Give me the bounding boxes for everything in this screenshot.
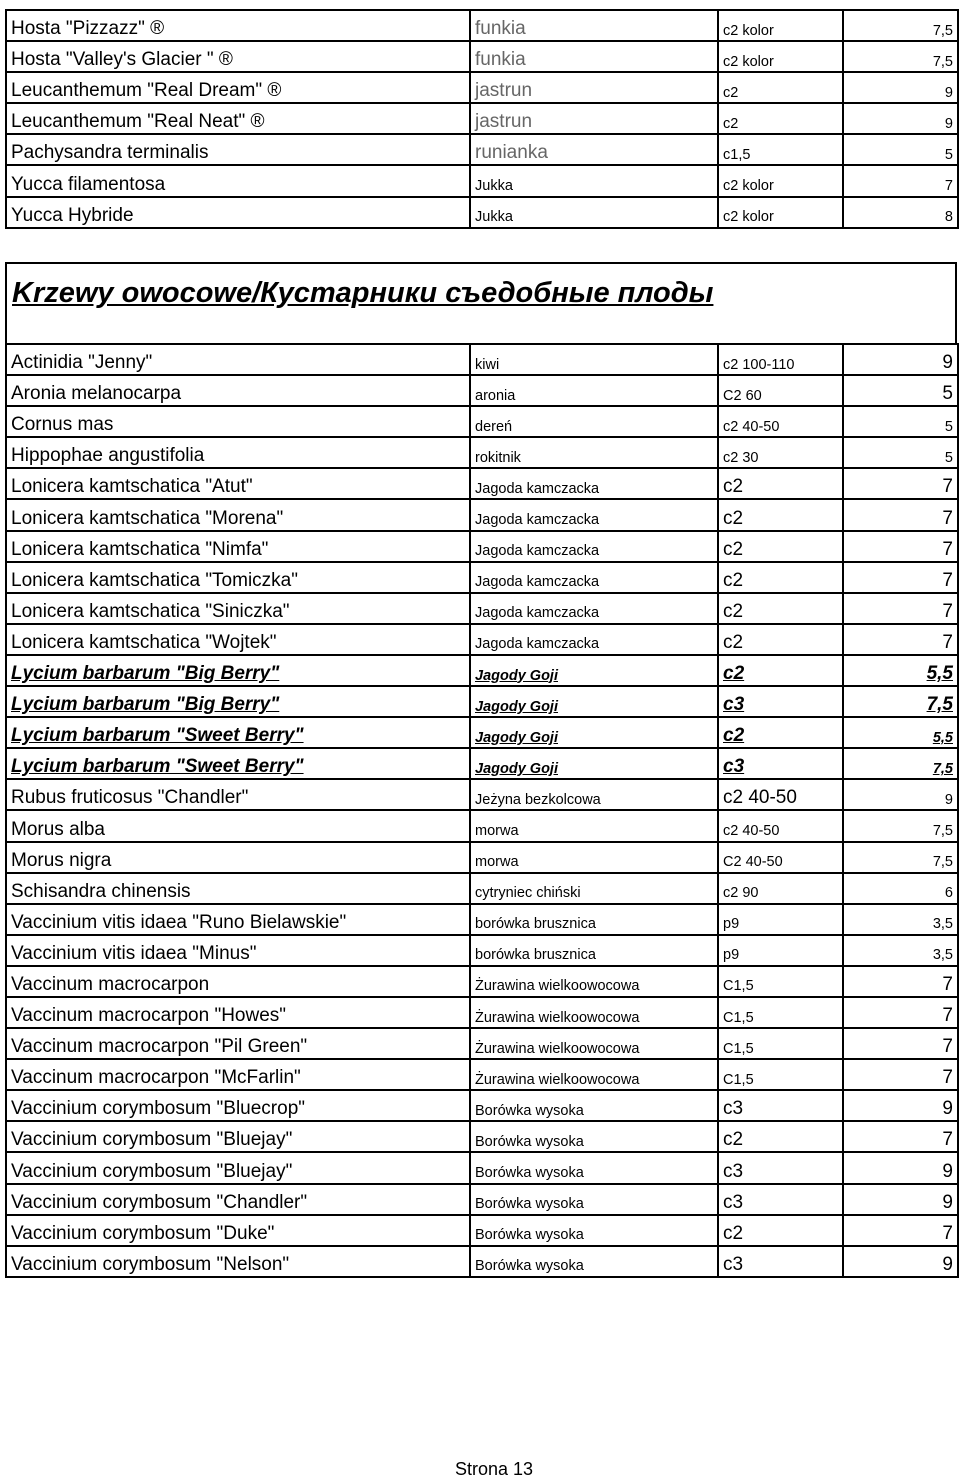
- section-title: Krzewy owocowe/Кустарники съедобные плоды: [12, 277, 714, 309]
- common-name-cell: Jagoda kamczacka: [470, 593, 718, 624]
- pot-size-cell: p9: [718, 904, 843, 935]
- price-cell: 7: [843, 531, 958, 562]
- plant-name-cell: Leucanthemum "Real Neat" ®: [6, 103, 470, 134]
- plant-name-cell: Yucca Hybride: [6, 197, 470, 228]
- price-cell: 9: [843, 1246, 958, 1277]
- plant-name-cell: Vaccinum macrocarpon: [6, 966, 470, 997]
- pot-size-cell: c2 kolor: [718, 197, 843, 228]
- table-row: [6, 1090, 958, 1121]
- plant-name-cell: Hosta "Valley's Glacier " ®: [6, 41, 470, 72]
- common-name-cell: jastrun: [470, 72, 718, 103]
- table-row: [6, 1246, 958, 1277]
- pot-size-cell: C1,5: [718, 966, 843, 997]
- table-row: [6, 10, 958, 41]
- plant-name-cell: Vaccinum macrocarpon "McFarlin": [6, 1059, 470, 1090]
- price-cell: 7: [843, 1059, 958, 1090]
- price-cell: 7: [843, 468, 958, 499]
- price-cell: 3,5: [843, 935, 958, 966]
- price-cell: 7,5: [843, 748, 958, 779]
- common-name-cell: rokitnik: [470, 437, 718, 468]
- pot-size-cell: c2 kolor: [718, 165, 843, 196]
- common-name-cell: Jukka: [470, 165, 718, 196]
- pot-size-cell: c2 40-50: [718, 779, 843, 810]
- common-name-cell: dereń: [470, 406, 718, 437]
- common-name-cell: runianka: [470, 134, 718, 165]
- plant-name-cell: Hippophae angustifolia: [6, 437, 470, 468]
- pot-size-cell: C1,5: [718, 1028, 843, 1059]
- plant-name-cell: Vaccinium corymbosum "Bluejay": [6, 1121, 470, 1152]
- price-cell: 7,5: [843, 810, 958, 841]
- pot-size-cell: c2 40-50: [718, 406, 843, 437]
- plant-name-cell: Vaccinum macrocarpon "Howes": [6, 997, 470, 1028]
- table-row: [6, 1184, 958, 1215]
- pot-size-cell: c2: [718, 562, 843, 593]
- table-row: [6, 1215, 958, 1246]
- pot-size-cell: c2 kolor: [718, 10, 843, 41]
- common-name-cell: Jagody Goji: [470, 748, 718, 779]
- plant-name-cell: Lycium barbarum "Big Berry": [6, 655, 470, 686]
- price-cell: 7: [843, 165, 958, 196]
- table-row: [6, 810, 958, 841]
- pot-size-cell: c2: [718, 499, 843, 530]
- price-cell: 9: [843, 1184, 958, 1215]
- table-row: [6, 748, 958, 779]
- plant-name-cell: Leucanthemum "Real Dream" ®: [6, 72, 470, 103]
- price-cell: 5: [843, 406, 958, 437]
- common-name-cell: jastrun: [470, 103, 718, 134]
- pot-size-cell: c3: [718, 686, 843, 717]
- plant-name-cell: Morus nigra: [6, 842, 470, 873]
- plant-name-cell: Lonicera kamtschatica "Tomiczka": [6, 562, 470, 593]
- common-name-cell: Jagody Goji: [470, 655, 718, 686]
- fruit-shrubs-table: [5, 343, 959, 1278]
- price-cell: 5,5: [843, 717, 958, 748]
- common-name-cell: borówka brusznica: [470, 935, 718, 966]
- plant-name-cell: Vaccinium vitis idaea "Runo Bielawskie": [6, 904, 470, 935]
- plant-name-cell: Lonicera kamtschatica "Wojtek": [6, 624, 470, 655]
- plant-name-cell: Cornus mas: [6, 406, 470, 437]
- pot-size-cell: c2: [718, 72, 843, 103]
- pot-size-cell: c2 100-110: [718, 344, 843, 375]
- plant-name-cell: Morus alba: [6, 810, 470, 841]
- table-row: [6, 717, 958, 748]
- pot-size-cell: c2: [718, 624, 843, 655]
- table-row: [6, 499, 958, 530]
- table-row: [6, 1152, 958, 1183]
- pot-size-cell: c2 30: [718, 437, 843, 468]
- price-cell: 7,5: [843, 842, 958, 873]
- price-cell: 5: [843, 437, 958, 468]
- table-row: [6, 842, 958, 873]
- price-cell: 6: [843, 873, 958, 904]
- pot-size-cell: c2: [718, 468, 843, 499]
- table-row: [6, 1121, 958, 1152]
- table-row: [6, 72, 958, 103]
- table-row: [6, 41, 958, 72]
- pot-size-cell: C2 60: [718, 375, 843, 406]
- pot-size-cell: c3: [718, 748, 843, 779]
- common-name-cell: Jeżyna bezkolcowa: [470, 779, 718, 810]
- common-name-cell: Jagoda kamczacka: [470, 562, 718, 593]
- common-name-cell: Żurawina wielkoowocowa: [470, 1059, 718, 1090]
- pot-size-cell: c2: [718, 717, 843, 748]
- common-name-cell: Borówka wysoka: [470, 1184, 718, 1215]
- plant-name-cell: Lonicera kamtschatica "Morena": [6, 499, 470, 530]
- price-cell: 7,5: [843, 10, 958, 41]
- price-cell: 9: [843, 779, 958, 810]
- plant-name-cell: Vaccinum macrocarpon "Pil Green": [6, 1028, 470, 1059]
- common-name-cell: aronia: [470, 375, 718, 406]
- common-name-cell: borówka brusznica: [470, 904, 718, 935]
- price-cell: 7: [843, 624, 958, 655]
- plant-name-cell: Vaccinium corymbosum "Nelson": [6, 1246, 470, 1277]
- pot-size-cell: c2 kolor: [718, 41, 843, 72]
- common-name-cell: Jagoda kamczacka: [470, 499, 718, 530]
- common-name-cell: Jagoda kamczacka: [470, 468, 718, 499]
- plant-name-cell: Lonicera kamtschatica "Nimfa": [6, 531, 470, 562]
- price-cell: 7: [843, 997, 958, 1028]
- plant-name-cell: Pachysandra terminalis: [6, 134, 470, 165]
- pot-size-cell: C1,5: [718, 1059, 843, 1090]
- common-name-cell: Żurawina wielkoowocowa: [470, 1028, 718, 1059]
- price-cell: 9: [843, 72, 958, 103]
- pot-size-cell: c2: [718, 531, 843, 562]
- table-row: [6, 344, 958, 375]
- table-row: [6, 468, 958, 499]
- table-row: [6, 103, 958, 134]
- pot-size-cell: C1,5: [718, 997, 843, 1028]
- pot-size-cell: c2: [718, 103, 843, 134]
- price-cell: 7: [843, 499, 958, 530]
- price-cell: 7: [843, 1028, 958, 1059]
- plant-name-cell: Vaccinium corymbosum "Chandler": [6, 1184, 470, 1215]
- price-cell: 7: [843, 1215, 958, 1246]
- table-row: [6, 197, 958, 228]
- common-name-cell: morwa: [470, 842, 718, 873]
- price-cell: 7: [843, 562, 958, 593]
- plant-name-cell: Vaccinium corymbosum "Bluejay": [6, 1152, 470, 1183]
- table-row: [6, 375, 958, 406]
- price-cell: 9: [843, 103, 958, 134]
- table-row: [6, 406, 958, 437]
- common-name-cell: Jukka: [470, 197, 718, 228]
- price-cell: 9: [843, 1152, 958, 1183]
- common-name-cell: funkia: [470, 10, 718, 41]
- table-row: [6, 134, 958, 165]
- table-row: [6, 904, 958, 935]
- pot-size-cell: c3: [718, 1152, 843, 1183]
- pot-size-cell: c1,5: [718, 134, 843, 165]
- top-price-table: [5, 9, 959, 229]
- table-row: [6, 966, 958, 997]
- table-row: [6, 1028, 958, 1059]
- price-cell: 7: [843, 593, 958, 624]
- price-cell: 7: [843, 1121, 958, 1152]
- table-row: [6, 779, 958, 810]
- price-cell: 7,5: [843, 686, 958, 717]
- pot-size-cell: c3: [718, 1246, 843, 1277]
- table-row: [6, 997, 958, 1028]
- plant-name-cell: Lycium barbarum "Big Berry": [6, 686, 470, 717]
- plant-name-cell: Lonicera kamtschatica "Siniczka": [6, 593, 470, 624]
- table-row: [6, 437, 958, 468]
- plant-name-cell: Schisandra chinensis: [6, 873, 470, 904]
- table-row: [6, 686, 958, 717]
- table-row: [6, 165, 958, 196]
- common-name-cell: Borówka wysoka: [470, 1121, 718, 1152]
- price-cell: 9: [843, 1090, 958, 1121]
- common-name-cell: kiwi: [470, 344, 718, 375]
- plant-name-cell: Vaccinium corymbosum "Bluecrop": [6, 1090, 470, 1121]
- pot-size-cell: c3: [718, 1184, 843, 1215]
- plant-name-cell: Lycium barbarum "Sweet Berry": [6, 748, 470, 779]
- table-row: [6, 873, 958, 904]
- plant-name-cell: Lonicera kamtschatica "Atut": [6, 468, 470, 499]
- plant-name-cell: Aronia melanocarpa: [6, 375, 470, 406]
- price-cell: 8: [843, 197, 958, 228]
- table-row: [6, 562, 958, 593]
- table-row: [6, 655, 958, 686]
- plant-name-cell: Lycium barbarum "Sweet Berry": [6, 717, 470, 748]
- common-name-cell: Borówka wysoka: [470, 1215, 718, 1246]
- pot-size-cell: c2 90: [718, 873, 843, 904]
- common-name-cell: Jagody Goji: [470, 717, 718, 748]
- plant-name-cell: Vaccinium corymbosum "Duke": [6, 1215, 470, 1246]
- common-name-cell: morwa: [470, 810, 718, 841]
- table-row: [6, 624, 958, 655]
- price-cell: 3,5: [843, 904, 958, 935]
- pot-size-cell: p9: [718, 935, 843, 966]
- common-name-cell: Jagody Goji: [470, 686, 718, 717]
- price-cell: 7: [843, 966, 958, 997]
- pot-size-cell: c2: [718, 655, 843, 686]
- plant-name-cell: Rubus fruticosus "Chandler": [6, 779, 470, 810]
- pot-size-cell: c2: [718, 1215, 843, 1246]
- price-cell: 9: [843, 344, 958, 375]
- pot-size-cell: c2: [718, 1121, 843, 1152]
- table-row: [6, 593, 958, 624]
- price-cell: 7,5: [843, 41, 958, 72]
- common-name-cell: funkia: [470, 41, 718, 72]
- common-name-cell: cytryniec chiński: [470, 873, 718, 904]
- common-name-cell: Borówka wysoka: [470, 1152, 718, 1183]
- common-name-cell: Borówka wysoka: [470, 1246, 718, 1277]
- pot-size-cell: c2 40-50: [718, 810, 843, 841]
- common-name-cell: Jagoda kamczacka: [470, 624, 718, 655]
- common-name-cell: Jagoda kamczacka: [470, 531, 718, 562]
- page-number: Strona 13: [454, 1459, 534, 1479]
- table-row: [6, 1059, 958, 1090]
- price-cell: 5,5: [843, 655, 958, 686]
- table-row: [6, 935, 958, 966]
- plant-name-cell: Vaccinium vitis idaea "Minus": [6, 935, 470, 966]
- common-name-cell: Żurawina wielkoowocowa: [470, 966, 718, 997]
- table-row: [6, 531, 958, 562]
- plant-name-cell: Actinidia "Jenny": [6, 344, 470, 375]
- price-cell: 5: [843, 134, 958, 165]
- pot-size-cell: c3: [718, 1090, 843, 1121]
- plant-name-cell: Yucca filamentosa: [6, 165, 470, 196]
- common-name-cell: Żurawina wielkoowocowa: [470, 997, 718, 1028]
- pot-size-cell: C2 40-50: [718, 842, 843, 873]
- common-name-cell: Borówka wysoka: [470, 1090, 718, 1121]
- pot-size-cell: c2: [718, 593, 843, 624]
- price-cell: 5: [843, 375, 958, 406]
- plant-name-cell: Hosta "Pizzazz" ®: [6, 10, 470, 41]
